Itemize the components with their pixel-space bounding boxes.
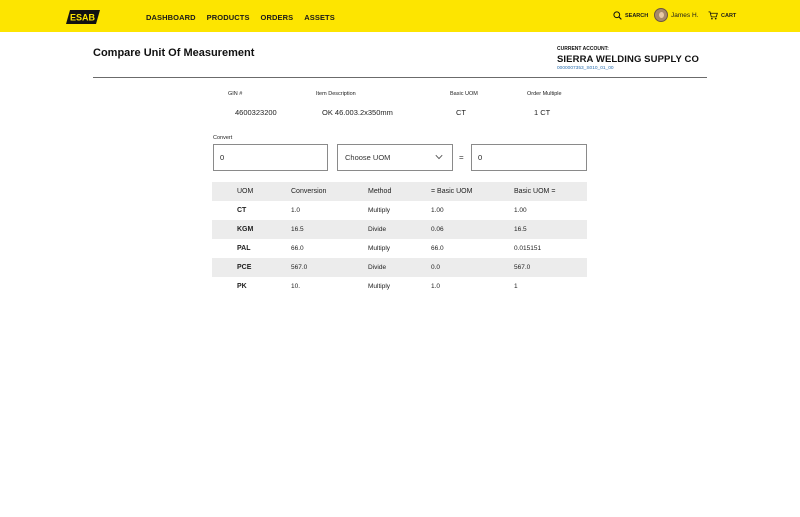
search-button[interactable]	[613, 11, 648, 20]
uom-cell: PK	[237, 283, 247, 290]
nav-orders[interactable]: ORDERS	[260, 13, 294, 22]
conversion-cell: 66.0	[291, 245, 304, 252]
table-row	[212, 277, 587, 296]
uom-cell: PCE	[237, 264, 252, 271]
convert-quantity-input[interactable]	[213, 144, 328, 171]
conversion-cell: 16.5	[291, 226, 304, 233]
top-bar	[0, 0, 800, 32]
nav-assets[interactable]: ASSETS	[304, 13, 335, 22]
user-menu[interactable]	[654, 8, 698, 22]
uom-select[interactable]	[337, 144, 453, 171]
gin-value: 4600323200	[235, 108, 277, 117]
nav-dashboard[interactable]: DASHBOARD	[146, 13, 196, 22]
col-basic-uom-eq: Basic UOM =	[514, 188, 556, 195]
account-name[interactable]: SIERRA WELDING SUPPLY CO	[557, 54, 699, 65]
table-row	[212, 239, 587, 258]
col-eq-basic-uom: = Basic UOM	[431, 188, 473, 195]
table-row	[212, 258, 587, 277]
cart-icon	[708, 11, 718, 20]
convert-result-field[interactable]	[471, 144, 587, 171]
search-icon	[613, 11, 622, 20]
eq-basic-cell: 0.0	[431, 264, 441, 271]
search-label: SEARCH	[625, 12, 649, 19]
cart-button[interactable]	[708, 11, 736, 20]
main-nav	[146, 13, 335, 22]
uom-cell: KGM	[237, 226, 254, 233]
method-cell: Multiply	[368, 207, 391, 214]
basic-eq-cell: 1.00	[514, 207, 527, 214]
basic-eq-cell: 567.0	[514, 264, 531, 271]
eq-basic-cell: 66.0	[431, 245, 444, 252]
basic-eq-cell: 16.5	[514, 226, 527, 233]
col-method: Method	[368, 188, 392, 195]
method-cell: Multiply	[368, 283, 391, 290]
header-divider	[93, 77, 707, 78]
cart-label: CART	[721, 12, 737, 19]
nav-products[interactable]: PRODUCTS	[206, 13, 250, 22]
item-description-value: OK 46.003.2x350mm	[322, 108, 393, 117]
current-account-label: CURRENT ACCOUNT:	[557, 46, 609, 52]
chevron-down-icon	[435, 154, 443, 160]
uom-table	[212, 182, 587, 296]
table-row	[212, 220, 587, 239]
account-number[interactable]: 0000007353_S010_01_00	[557, 66, 614, 71]
method-cell: Divide	[368, 226, 387, 233]
eq-basic-cell: 0.06	[431, 226, 444, 233]
basic-eq-cell: 0.015151	[514, 245, 542, 252]
col-uom: UOM	[237, 188, 254, 195]
order-multiple-header: Order Multiple	[527, 91, 562, 97]
conversion-cell: 567.0	[291, 264, 308, 271]
equals-sign: =	[459, 153, 464, 162]
convert-label: Convert	[213, 135, 233, 141]
basic-uom-value: CT	[456, 108, 466, 117]
uom-cell: CT	[237, 207, 247, 214]
avatar	[654, 8, 668, 22]
table-header-row	[212, 182, 587, 201]
conversion-cell: 1.0	[291, 207, 301, 214]
basic-uom-header: Basic UOM	[450, 91, 478, 97]
item-description-header: Item Description	[316, 91, 356, 97]
uom-select-value: Choose UOM	[345, 153, 391, 162]
eq-basic-cell: 1.00	[431, 207, 444, 214]
method-cell: Divide	[368, 264, 387, 271]
user-name: James H.	[671, 11, 699, 19]
uom-cell: PAL	[237, 245, 251, 252]
conversion-cell: 10.	[291, 283, 301, 290]
order-multiple-value: 1 CT	[534, 108, 551, 117]
table-row	[212, 201, 587, 220]
esab-logo[interactable]	[66, 9, 100, 25]
gin-header: GIN #	[228, 91, 243, 97]
basic-eq-cell: 1	[514, 283, 518, 290]
page-title: Compare Unit Of Measurement	[93, 47, 255, 59]
col-conversion: Conversion	[291, 188, 327, 195]
method-cell: Multiply	[368, 245, 391, 252]
eq-basic-cell: 1.0	[431, 283, 441, 290]
logo-text: ESAB	[69, 12, 96, 23]
